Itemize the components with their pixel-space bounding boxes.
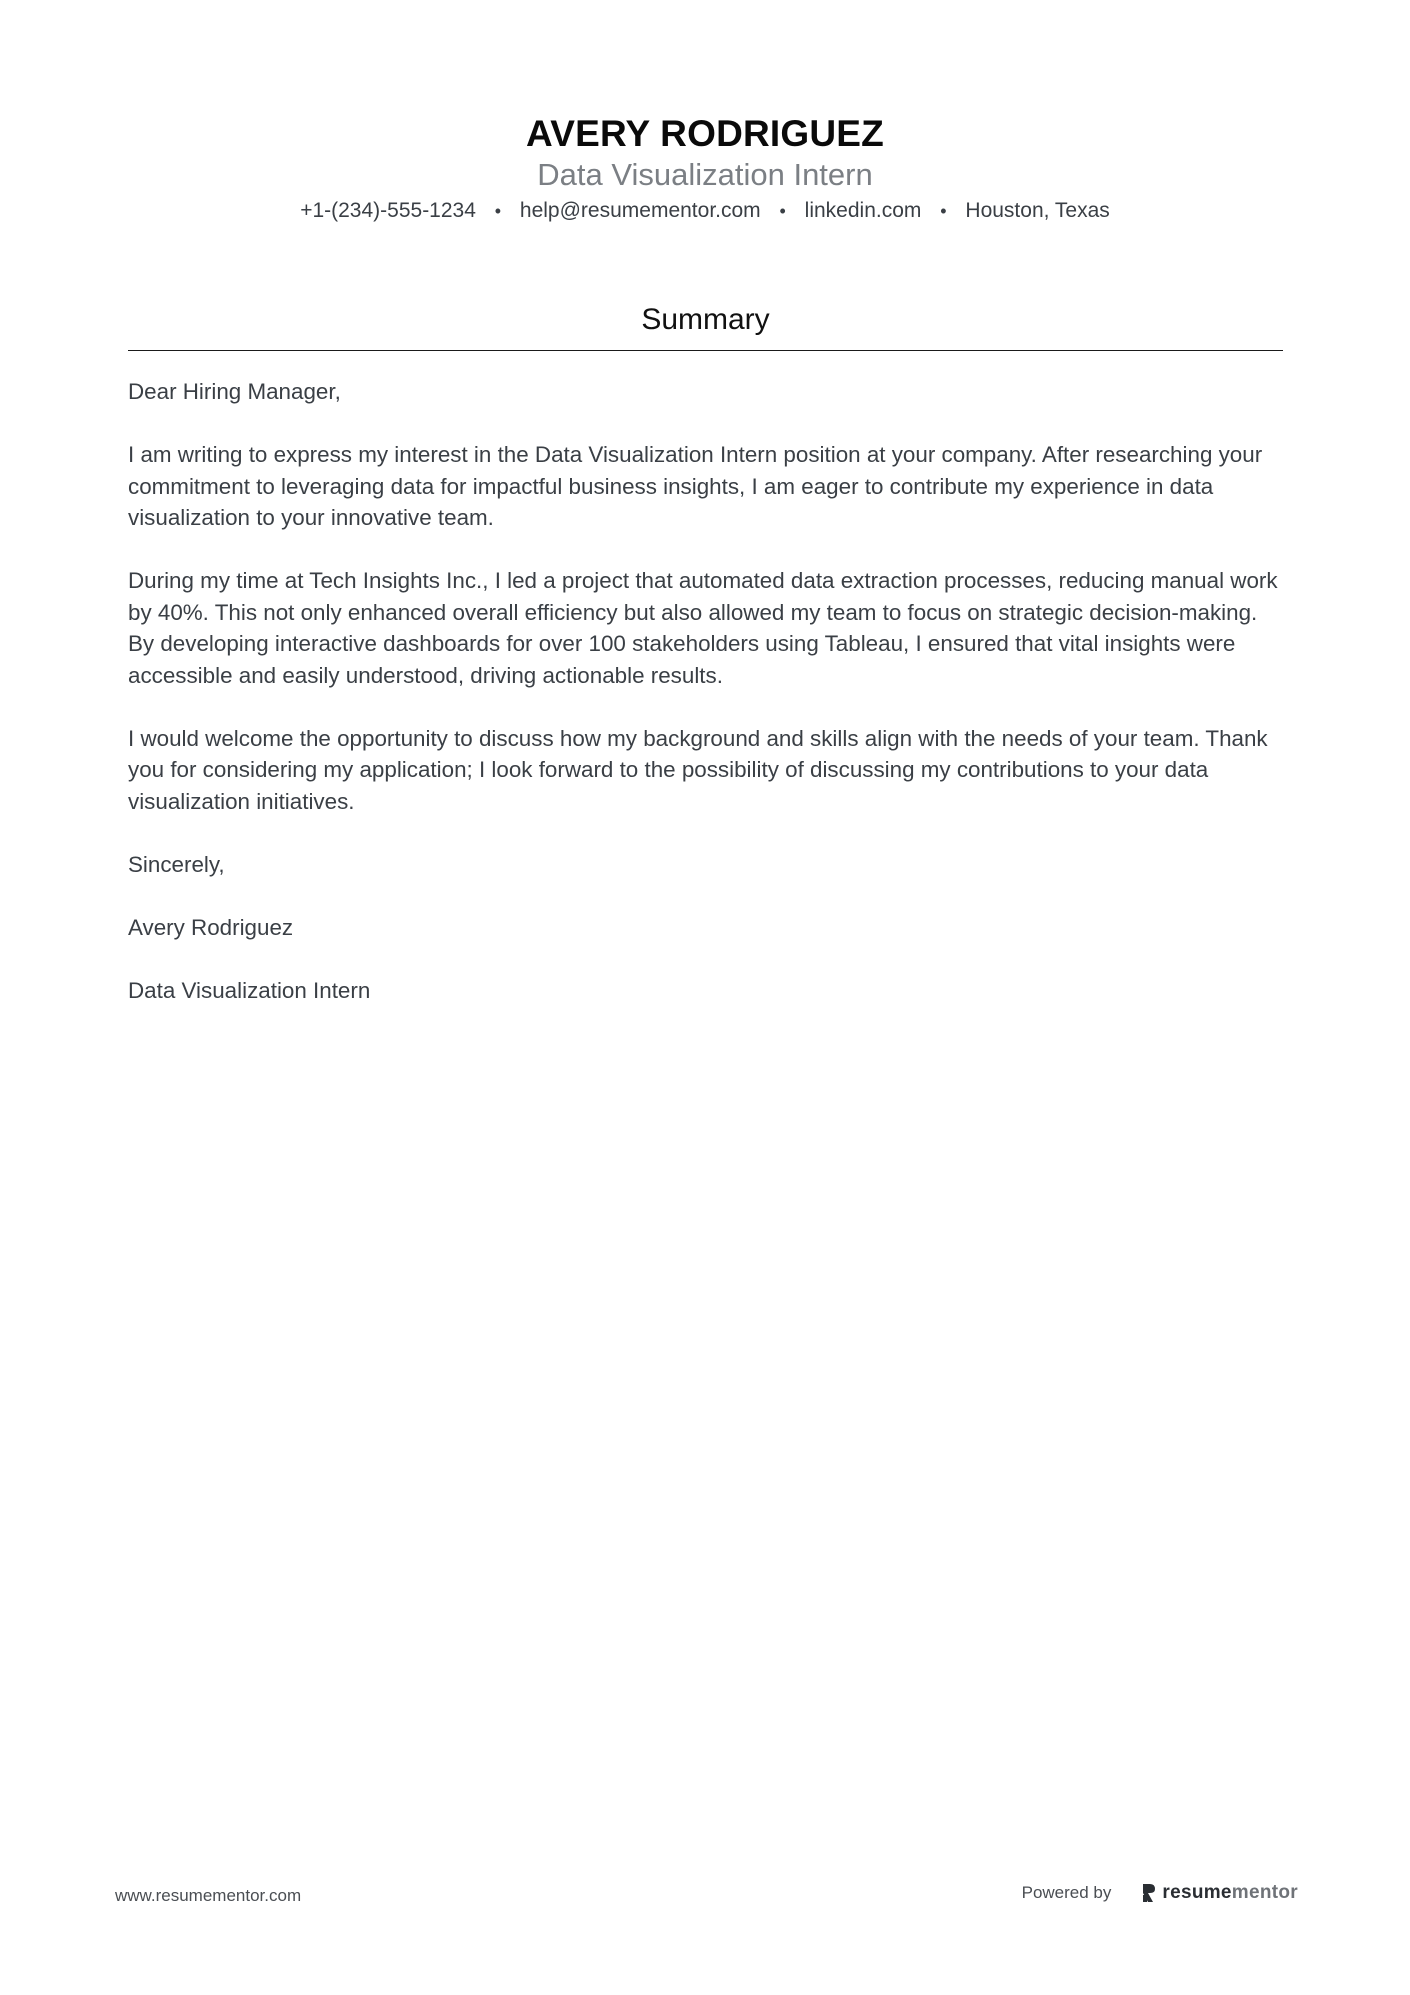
contact-separator: • xyxy=(940,201,947,221)
contact-separator: • xyxy=(779,201,786,221)
letter-header xyxy=(0,112,1410,226)
closing: Sincerely, xyxy=(128,851,225,877)
brand-text-light: mentor xyxy=(1231,1882,1298,1903)
applicant-name: AVERY RODRIGUEZ xyxy=(526,113,884,154)
letter-body xyxy=(128,376,1288,1038)
signature-name: Avery Rodriguez xyxy=(128,914,294,940)
brand-text-strong: resume xyxy=(1162,1882,1232,1903)
footer-website[interactable]: www.resumementor.com xyxy=(115,1886,302,1905)
section-title: Summary xyxy=(641,303,770,336)
applicant-role: Data Visualization Intern xyxy=(537,157,873,192)
footer-branding xyxy=(1022,1882,1298,1904)
contact-linkedin[interactable]: linkedin.com xyxy=(804,199,922,222)
section-divider xyxy=(128,350,1283,351)
contact-location: Houston, Texas xyxy=(965,199,1110,222)
paragraph-experience: During my time at Tech Insights Inc., I led a project that automated data extraction processes, reducing manual work by 40%. This not only enhanced overall efficiency but also allowed my team to focus on strategic decision-making. By developing interactive dashboards for over 100 stakeholders using Tableau, I ensured that vital insights were accessible and easily understood, driving actionable results. xyxy=(128,568,1278,688)
paragraph-intro: I am writing to express my interest in the Data Visualization Intern position at your company. After researching your commitment to leveraging data for impactful business insights, I am eager to contribute my experience in data visualization to your innovative team. xyxy=(128,442,1263,530)
powered-by-label: Powered by xyxy=(1021,1883,1112,1902)
contact-email[interactable]: help@resumementor.com xyxy=(519,199,761,222)
paragraph-closing: I would welcome the opportunity to discuss how my background and skills align with the needs of your team. Thank you for considering my application; I look forward to the possibility of discussing my contributions to your data visualization initiatives. xyxy=(128,725,1268,814)
contact-separator: • xyxy=(494,201,502,221)
contact-line xyxy=(0,196,1410,226)
greeting: Dear Hiring Manager, xyxy=(128,379,341,404)
contact-phone: +1-(234)-555-1234 xyxy=(300,199,476,222)
brand-logo[interactable] xyxy=(1141,1882,1298,1904)
signature-title: Data Visualization Intern xyxy=(128,977,371,1003)
resumementor-logo-icon xyxy=(1141,1883,1157,1903)
